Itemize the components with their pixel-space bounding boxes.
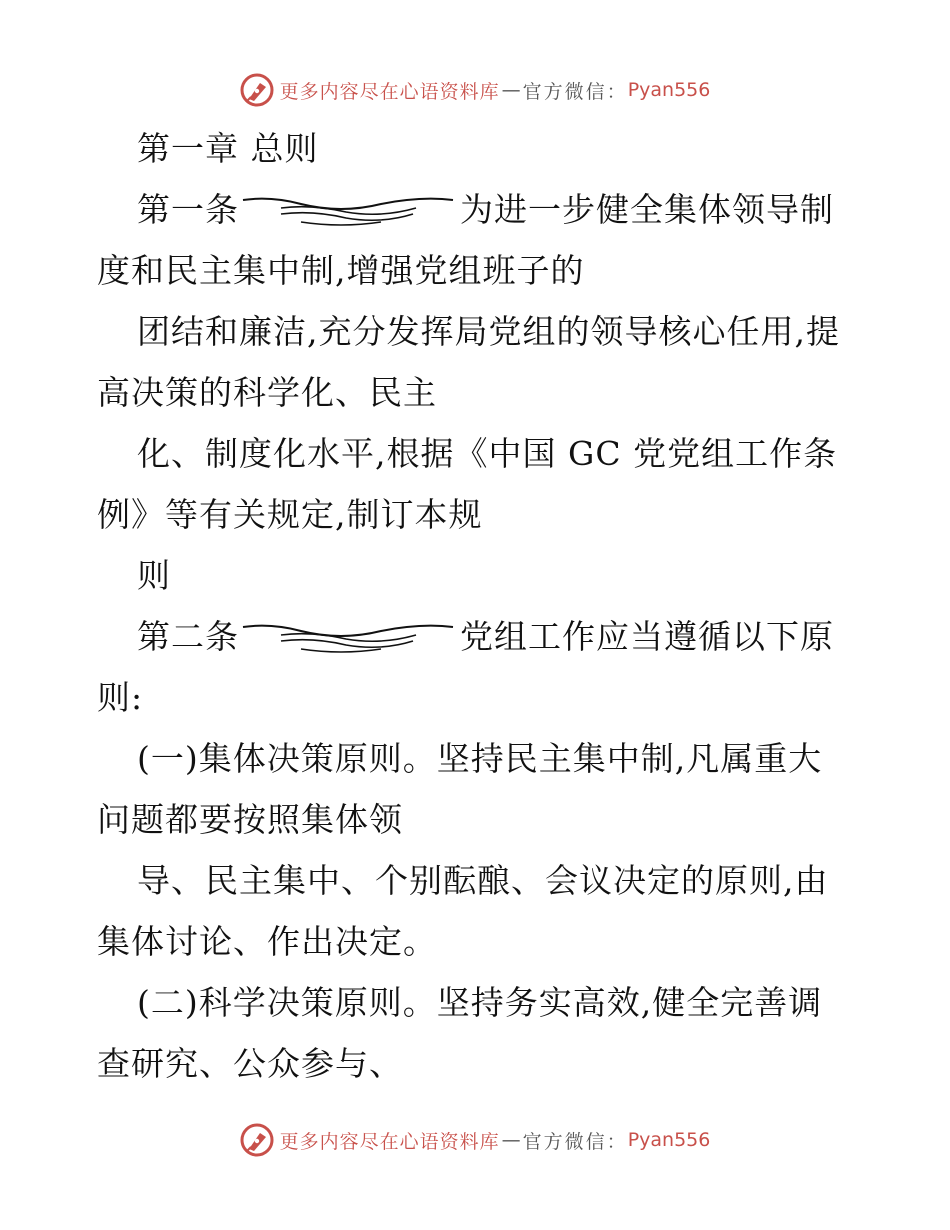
article2-label: 第二条 — [137, 617, 239, 656]
watermark-brand: 更多内容尽在心语资料库 — [279, 1130, 500, 1153]
article1-line5: 化、制度化水平,根据《中国 GC 党党组工作条 — [137, 434, 838, 473]
item2-line1: (二)科学决策原则。坚持务实高效,健全完善调 — [137, 983, 823, 1022]
article1-line6: 例》等有关规定,制订本规 — [97, 495, 483, 534]
chapter-heading: 第一章 总则 — [137, 129, 319, 168]
article1-label: 第一条 — [137, 190, 239, 229]
watermark-wechat-label: 官方微信： — [522, 80, 628, 103]
header-watermark — [0, 70, 950, 110]
article2-line2: 则: — [97, 678, 144, 717]
item2-line2: 查研究、公众参与、 — [97, 1044, 403, 1083]
brace-decoration-icon — [241, 619, 456, 659]
article1-line2: 度和民主集中制,增强党组班子的 — [97, 251, 585, 290]
watermark-wechat-id: Pyan556 — [627, 1129, 711, 1151]
item1-line4: 集体讨论、作出决定。 — [97, 922, 437, 961]
footer-watermark — [0, 1120, 950, 1160]
item1-line1: (一)集体决策原则。坚持民主集中制,凡属重大 — [137, 739, 823, 778]
pen-nib-logo-icon — [240, 1123, 274, 1157]
article1-line7: 则 — [137, 556, 171, 595]
article1-line1-text: 为进一步健全集体领导制 — [460, 190, 834, 229]
watermark-wechat-id: Pyan556 — [627, 79, 711, 101]
watermark-brand: 更多内容尽在心语资料库 — [279, 80, 500, 103]
watermark-wechat-label: 官方微信： — [522, 1130, 628, 1153]
item1-line2: 问题都要按照集体领 — [97, 800, 403, 839]
article2-line1 — [97, 606, 877, 667]
watermark-separator: — — [501, 1129, 521, 1151]
item1-line3: 导、民主集中、个别酝酿、会议决定的原则,由 — [137, 861, 829, 900]
watermark-separator: — — [501, 79, 521, 101]
article1-line4: 高决策的科学化、民主 — [97, 373, 437, 412]
article2-line1-text: 党组工作应当遵循以下原 — [460, 617, 834, 656]
brace-decoration-icon — [241, 192, 456, 232]
document-body — [97, 118, 877, 1094]
article1-line1 — [97, 179, 877, 240]
article1-line3: 团结和廉洁,充分发挥局党组的领导核心任用,提 — [137, 312, 840, 351]
pen-nib-logo-icon — [240, 73, 274, 107]
